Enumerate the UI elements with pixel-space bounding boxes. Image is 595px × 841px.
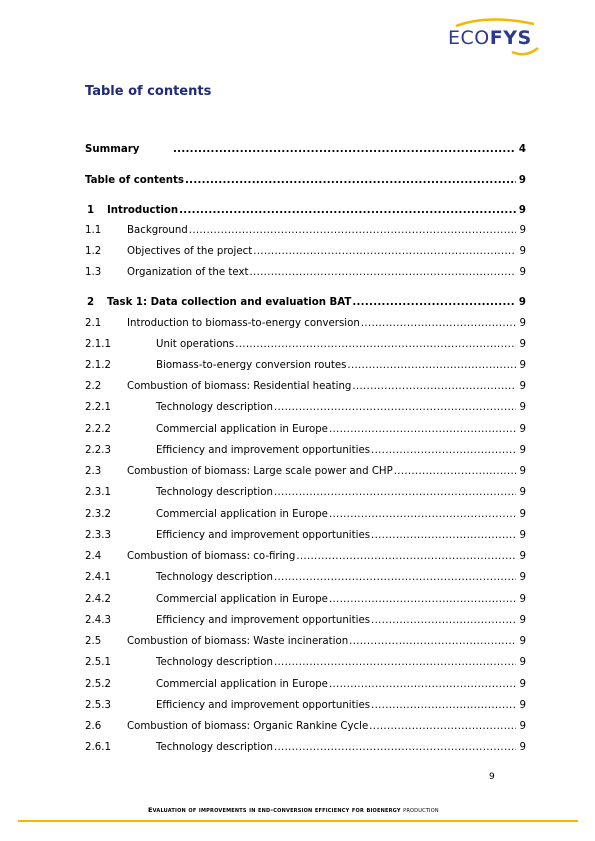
toc-leader-dots [185, 174, 516, 188]
toc-entry[interactable] [85, 678, 526, 692]
toc-entry-title: Commercial application in Europe [156, 679, 328, 690]
toc-entry-title: Organization of the text [127, 267, 249, 278]
toc-entry-number: 1.3 [85, 267, 102, 278]
toc-page-number: 9 [518, 205, 526, 216]
toc-entry-title: Combustion of biomass: Waste incineration [127, 636, 349, 647]
toc-entry[interactable] [85, 444, 526, 458]
toc-entry-title: Efficiency and improvement opportunities [156, 615, 371, 626]
toc-page-number: 9 [519, 267, 526, 278]
toc-page-number: 9 [518, 175, 526, 186]
toc-leader-dots [329, 423, 516, 437]
toc-entry[interactable] [85, 266, 526, 280]
toc-entry[interactable] [85, 550, 526, 564]
toc-page-number: 9 [519, 246, 526, 257]
toc-entry[interactable] [85, 401, 526, 415]
toc-leader-dots [347, 359, 516, 373]
toc-leader-dots [274, 571, 516, 585]
toc-page-number: 9 [518, 297, 526, 308]
toc-entry[interactable] [85, 720, 526, 734]
toc-page-number: 9 [519, 225, 526, 236]
toc-page-number: 9 [519, 615, 526, 626]
toc-entry-number: 2.3.1 [85, 487, 111, 498]
toc-entry-number: 2.3.2 [85, 509, 111, 520]
toc-leader-dots [349, 635, 516, 649]
toc-leader-dots [250, 266, 517, 280]
footer-title-end: production [403, 806, 439, 814]
toc-entry-number: 2.2 [85, 381, 102, 392]
toc-entry-title: Efficiency and improvement opportunities [156, 700, 371, 711]
toc-entry[interactable] [85, 296, 526, 310]
toc-entry-title: Commercial application in Europe [156, 594, 328, 605]
toc-entry[interactable] [85, 465, 526, 479]
toc-page-number: 9 [519, 700, 526, 711]
toc-entry-number: 2.4.1 [85, 572, 111, 583]
toc-entry-title: Background [127, 225, 188, 236]
toc-entry[interactable] [85, 380, 526, 394]
toc-page-number: 9 [519, 509, 526, 520]
toc-entry-title: Technology description [156, 487, 273, 498]
toc-entry[interactable] [85, 635, 526, 649]
toc-entry-title: Combustion of biomass: Organic Rankine Cycle [127, 721, 369, 732]
toc-entry-title: Technology description [156, 657, 273, 668]
toc-entry[interactable] [85, 338, 526, 352]
toc-leader-dots [274, 656, 516, 670]
toc-entry-number: 2.5 [85, 636, 102, 647]
toc-entry[interactable] [85, 699, 526, 713]
toc-entry-title: Efficiency and improvement opportunities [156, 445, 371, 456]
toc-entry-number: 2.1.2 [85, 360, 111, 371]
toc-entry[interactable] [85, 614, 526, 628]
toc-entry[interactable] [85, 245, 526, 259]
toc-page-number: 9 [519, 466, 526, 477]
toc-leader-dots [189, 224, 516, 238]
toc-entry[interactable] [85, 359, 526, 373]
toc-entry[interactable] [85, 143, 526, 157]
toc-entry-title: Efficiency and improvement opportunities [156, 530, 371, 541]
toc-entry-number: 2.5.1 [85, 657, 111, 668]
toc-leader-dots [361, 317, 516, 331]
toc-leader-dots [371, 699, 516, 713]
toc-page-number: 9 [519, 339, 526, 350]
toc-entry-number: 2.1 [85, 318, 102, 329]
toc-entry-title: Commercial application in Europe [156, 424, 328, 435]
toc-entry-label: Summary [85, 144, 140, 155]
page-title: Table of contents [85, 84, 212, 99]
toc-entry-title: Task 1: Data collection and evaluation BAT [107, 297, 352, 308]
toc-page-number: 9 [519, 445, 526, 456]
toc-entry[interactable] [85, 529, 526, 543]
toc-entry-number: 2.3 [85, 466, 102, 477]
toc-entry-number: 2.3.3 [85, 530, 111, 541]
toc-entry-label: Table of contents [85, 175, 184, 186]
toc-leader-dots [274, 741, 516, 755]
toc-leader-dots [371, 529, 516, 543]
toc-entry-number: 2.5.3 [85, 700, 111, 711]
toc-entry-number: 2.4.2 [85, 594, 111, 605]
toc-entry-title: Unit operations [156, 339, 235, 350]
toc-entry-title: Technology description [156, 572, 273, 583]
toc-page-number: 9 [519, 679, 526, 690]
toc-entry-number: 2.2.2 [85, 424, 111, 435]
toc-leader-dots [371, 444, 516, 458]
toc-entry-title: Introduction [107, 205, 179, 216]
toc-page-number: 9 [519, 381, 526, 392]
toc-leader-dots [394, 465, 516, 479]
toc-entry-number: 2.2.3 [85, 445, 111, 456]
toc-entry[interactable] [85, 423, 526, 437]
footer-rule [18, 820, 578, 822]
toc-page-number: 9 [519, 318, 526, 329]
toc-entry-title: Commercial application in Europe [156, 509, 328, 520]
toc-entry-number: 2.1.1 [85, 339, 111, 350]
toc-page-number: 9 [519, 657, 526, 668]
toc-leader-dots [352, 380, 516, 394]
toc-leader-dots [371, 614, 516, 628]
toc-page-number: 9 [519, 572, 526, 583]
toc-entry-title: Technology description [156, 742, 273, 753]
toc-entry-title: Combustion of biomass: Residential heating [127, 381, 352, 392]
toc-leader-dots [235, 338, 516, 352]
toc-leader-dots [296, 550, 516, 564]
toc-page-number: 9 [519, 402, 526, 413]
toc-entry[interactable] [85, 486, 526, 500]
toc-entry-number: 2 [87, 297, 95, 308]
toc-entry-number: 2.5.2 [85, 679, 111, 690]
toc-entry-number: 2.4 [85, 551, 102, 562]
toc-entry-number: 2.6.1 [85, 742, 111, 753]
toc-leader-dots [173, 143, 516, 157]
toc-leader-dots [329, 593, 516, 607]
toc-entry-number: 1.1 [85, 225, 102, 236]
toc-page-number: 9 [519, 721, 526, 732]
toc-entry-title: Objectives of the project [127, 246, 253, 257]
toc-entry[interactable] [85, 204, 526, 218]
toc-leader-dots [274, 401, 516, 415]
toc-entry[interactable] [85, 741, 526, 755]
toc-entry-number: 2.4.3 [85, 615, 111, 626]
footer-title: Evaluation of improvements in end-conversion efficiency for bioenergy [148, 806, 401, 814]
toc-leader-dots [253, 245, 516, 259]
document-footer [148, 806, 439, 814]
toc-entry-title: Biomass-to-energy conversion routes [156, 360, 347, 371]
toc-entry-number: 1 [87, 205, 95, 216]
toc-page-number: 4 [518, 144, 526, 155]
toc-page-number: 9 [519, 487, 526, 498]
toc-entry-number: 1.2 [85, 246, 102, 257]
toc-entry-title: Combustion of biomass: Large scale power and CHP [127, 466, 393, 477]
toc-entry[interactable] [85, 174, 526, 188]
toc-page-number: 9 [519, 742, 526, 753]
toc-page-number: 9 [519, 551, 526, 562]
logo-wordmark: ECOFYS [448, 27, 532, 49]
toc-leader-dots [329, 508, 516, 522]
toc-leader-dots [329, 678, 516, 692]
toc-page-number: 9 [519, 360, 526, 371]
toc-entry-title: Combustion of biomass: co-firing [127, 551, 296, 562]
toc-entry-title: Introduction to biomass-to-energy conversion [127, 318, 360, 329]
toc-entry[interactable] [85, 224, 526, 238]
toc-entry-title: Technology description [156, 402, 273, 413]
page-number: 9 [489, 772, 495, 782]
toc-page-number: 9 [519, 636, 526, 647]
toc-entry[interactable] [85, 571, 526, 585]
toc-entry[interactable] [85, 656, 526, 670]
toc-entry-number: 2.2.1 [85, 402, 111, 413]
toc-entry-number: 2.6 [85, 721, 102, 732]
toc-leader-dots [352, 296, 516, 310]
toc-page-number: 9 [519, 424, 526, 435]
toc-leader-dots [274, 486, 516, 500]
toc-leader-dots [369, 720, 516, 734]
toc-entry[interactable] [85, 317, 526, 331]
toc-leader-dots [179, 204, 516, 218]
toc-entry[interactable] [85, 593, 526, 607]
toc-entry[interactable] [85, 508, 526, 522]
toc-page-number: 9 [519, 530, 526, 541]
toc-page-number: 9 [519, 594, 526, 605]
